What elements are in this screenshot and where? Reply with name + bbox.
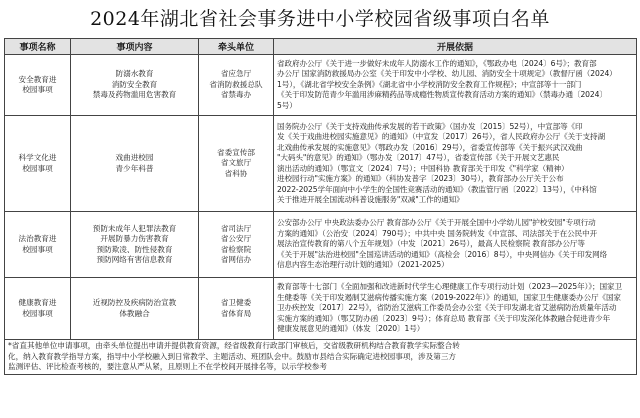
basis-line: 《关于印发防范青少年滥用涉麻精药品等成瘾性物质宣传教育活动方案的通知》（禁毒办通〔2024〕: [277, 90, 607, 100]
lead-unit-cell: [199, 212, 274, 278]
note-line: *省直其他单位申请事项，由牵头单位提出申请并提供教育资源，经省级教育行政部门审核后，交省级教研机构结合教育教学实际整合转: [8, 341, 460, 350]
basis-cell: [274, 116, 637, 212]
lead-unit-line: 省文旅厅: [220, 158, 252, 168]
lead-unit-line: 省网信办: [220, 255, 252, 264]
note-line: 化，纳入教育教学指导方案，指导中小学校融入到日常教学、主题活动、班团队会中。鼓励市县结合实际确定进校园事项，涉及第三方: [8, 351, 457, 361]
lead-unit-line: 省应急厅: [220, 69, 252, 79]
lead-unit-line: 省检察院: [220, 244, 252, 254]
basis-line: 卫办疾控发〔2017〕22号》，省防治艾滋病工作委员会办公室《关于印发湖北省艾滋病防治质量年活动: [277, 303, 617, 313]
item-content-line: 消防安全教育: [111, 79, 158, 89]
basis-line: 2022-2025学年面向中小学生的全国性竞赛活动的通知》（教监管厅函〔2022〕13号），《中科馆: [277, 184, 597, 194]
item-name-line: 校园事项: [22, 308, 53, 318]
item-name-line: 校园事项: [22, 244, 53, 254]
item-name-line: 校园事项: [22, 163, 53, 173]
basis-line: 生健委等《关于印发遏制艾滋病传播实施方案（2019-2022年）》的通知，国家卫生健康委办公厅《国家: [277, 292, 621, 302]
item-content-line: 预防未成年人犯罪法教育: [92, 223, 177, 233]
basis-cell: [274, 278, 637, 340]
header-lead-unit: 牵头单位: [199, 39, 274, 55]
basis-line: 实施方案的通知》（鄂艾防办函〔2023〕9号）；体育总局 教育部《关于印发深化体教融合促进青少年: [277, 313, 611, 323]
item-content-cell: [71, 212, 199, 278]
item-name-line: 科学文化进: [18, 153, 57, 162]
table-row-health: [5, 278, 637, 340]
item-content-line: 体教融合: [119, 308, 150, 318]
item-name-line: 健康教育进: [18, 298, 57, 307]
lead-unit-line: 省公安厅: [220, 234, 252, 243]
basis-line: 公安部办公厅 中央政法委办公厅 教育部办公厅《关于开展全国中小学幼儿园"护校安园"专项行动: [277, 218, 596, 228]
basis-line: 信息内容生态治理行动计划的通知》（2021-2025）: [277, 260, 449, 270]
lead-unit-line: 省科协: [224, 168, 248, 178]
basis-line: 展法治宣传教育的第八个五年规划》（中发〔2021〕26号），最高人民检察院 教育部办公厅等: [277, 239, 585, 249]
item-content-line: 禁毒及药物滥用危害教育: [92, 90, 177, 100]
item-content-cell: [71, 278, 199, 340]
basis-line: 方案的通知》（公治安〔2024〕790号）；中共中央 国务院转发《中宣部、司法部关于在公民中开: [277, 228, 598, 238]
item-content-cell: [71, 116, 199, 212]
item-content-line: 预防网络有害信息教育: [96, 255, 173, 264]
basis-line: 1号），《湖北省学校安全条例》《湖北省中小学校消防安全教育工作规程》；中宣部等十一部门: [277, 79, 582, 89]
note-cell: [5, 340, 637, 375]
basis-line: 5号）: [277, 100, 297, 110]
item-content-line: 戏曲进校园: [115, 153, 154, 162]
table-row-law: [5, 212, 637, 278]
item-content-line: 预防欺凌、防性侵教育: [96, 244, 173, 254]
item-content-cell: [71, 55, 199, 116]
lead-unit-line: 省委宣传部: [217, 147, 255, 157]
lead-unit-line: 省禁毒办: [220, 90, 252, 100]
item-content-line: 防溺水教育: [115, 69, 154, 79]
basis-line: 关于推进开展全国流动科普设施服务"双减"工作的通知》: [277, 195, 464, 204]
item-name-cell: [5, 278, 71, 340]
basis-line: 北戏曲传承发展的实施意见》（鄂政办发〔2016〕29号），省委宣传部等《关于振兴武汉戏曲: [277, 142, 583, 152]
basis-line: 发《关于戏曲进校园实施意见》的通知》（中宣发〔2017〕26号），省人民政府办公厅《关于支持湖: [277, 132, 606, 141]
header-basis: 开展依据: [274, 39, 637, 55]
lead-unit-cell: [199, 116, 274, 212]
item-name-cell: [5, 212, 71, 278]
basis-cell: [274, 55, 637, 116]
basis-line: 健康发展意见的通知》（体发〔2020〕1号）: [277, 324, 425, 334]
table-header-row: [5, 39, 637, 55]
lead-unit-line: 省消防救援总队: [209, 79, 263, 89]
basis-line: 演出活动的通知》（鄂宣文〔2024〕7号）；中国科协 教育部关于印发《"科学家（精神）: [277, 163, 569, 173]
item-name-line: 安全教育进: [18, 74, 57, 84]
item-name-cell: [5, 55, 71, 116]
basis-line: 《关于开展"法治进校园"全国巡讲活动的通知》（高检会〔2016〕8号），中央网信办《关于印发网络: [277, 249, 608, 259]
basis-line: 省政府办公厅《关于进一步做好未成年人防溺水工作的通知》，《鄂政办电〔2024〕6号》；教育部: [277, 58, 597, 68]
basis-line: 办公厅 国家消防救援局办公室《关于印发中小学校、幼儿园、消防安全十项规定》（教督厅函（2024）: [277, 69, 617, 79]
item-name-cell: [5, 116, 71, 212]
table-row-safety: [5, 55, 637, 116]
lead-unit-cell: [199, 55, 274, 116]
basis-line: 教育部等十七部门《全面加强和改进新时代学生心理健康工作专项行动计划（2023—2025年）》；国家卫: [277, 282, 622, 292]
header-item-content: 事项内容: [71, 39, 199, 55]
item-name-line: 校园事项: [22, 85, 53, 94]
note-line: 监测评估、评比检查考核的，要注意从严从紧，且原则上不在学校间开展排名等，以示学校参考: [8, 362, 327, 371]
item-name-line: 法治教育进: [18, 234, 57, 243]
item-content-line: 开展防暴力伤害教育: [100, 234, 169, 243]
basis-line: "大码头"的意见》的通知》（鄂办发〔2017〕47号），省委宣传部《关于开展文艺惠民: [277, 153, 560, 162]
table-row-science-culture: [5, 116, 637, 212]
basis-line: 进校园行动"实施方案》的通知》（科协发普字〔2023〕30号），教育部办公厅关于公布: [277, 174, 564, 183]
item-content-line: 青少年科普: [115, 163, 154, 173]
lead-unit-cell: [199, 278, 274, 340]
document-title: 2024年湖北省社会事务进中小学校园省级事项白名单: [90, 8, 550, 30]
header-item-name: 事项名称: [5, 39, 71, 55]
lead-unit-line: 省体育局: [220, 308, 252, 318]
whitelist-table: [4, 38, 637, 375]
lead-unit-line: 省司法厅: [220, 223, 252, 233]
lead-unit-line: 省卫健委: [220, 298, 252, 307]
basis-cell: [274, 212, 637, 278]
table-note-row: [5, 340, 637, 375]
item-content-line: 近视防控及疾病防治宣教: [92, 298, 177, 307]
basis-line: 国务院办公厅《关于支持戏曲传承发展的若干政策》（国办发〔2015〕52号），中宣部等《印: [277, 121, 583, 131]
